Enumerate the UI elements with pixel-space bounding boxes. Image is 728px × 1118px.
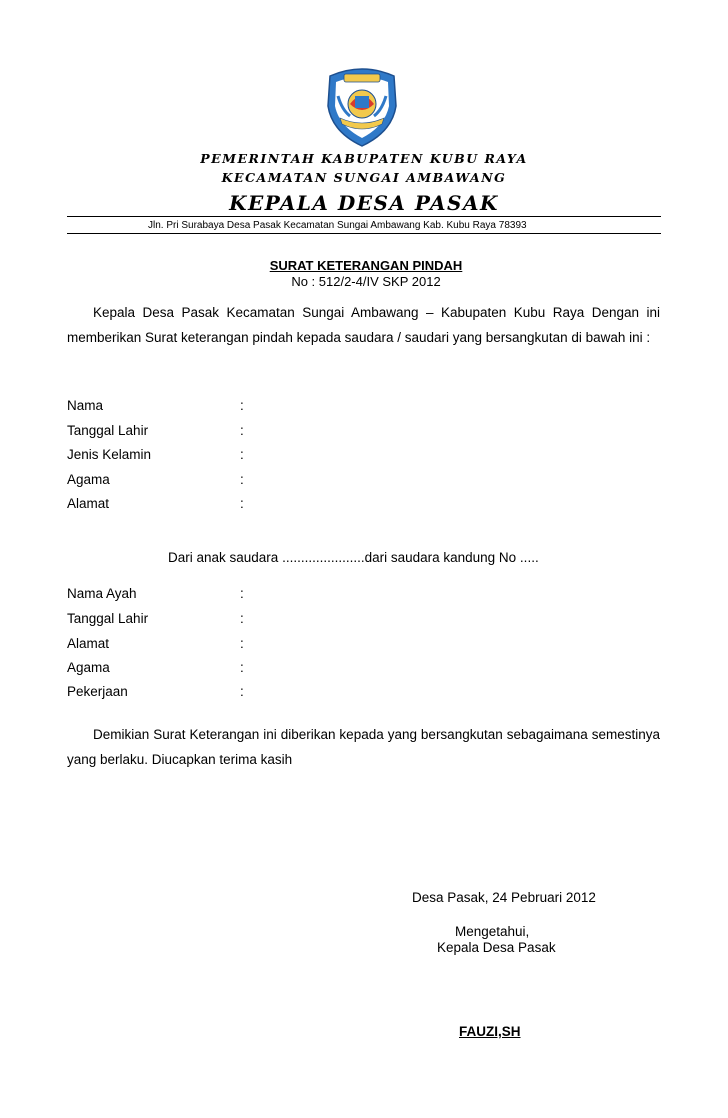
field-colon: :	[240, 496, 244, 511]
regency-emblem-icon	[322, 66, 402, 148]
signature-acknowledge: Mengetahui,	[455, 924, 530, 939]
header-divider-bottom	[67, 233, 661, 234]
field-colon: :	[240, 447, 244, 462]
field-label: Pekerjaan	[67, 684, 128, 699]
field-colon: :	[240, 660, 244, 675]
closing-paragraph: Demikian Surat Keterangan ini diberikan kepada yang bersangkutan sebagaimana semestinya yang berlaku. Diucapkan terima kasih	[67, 727, 660, 767]
field-colon: :	[240, 423, 244, 438]
field-label: Alamat	[67, 636, 110, 651]
field-colon: :	[240, 684, 244, 699]
field-colon: :	[240, 586, 244, 601]
field-label: Agama	[67, 660, 110, 675]
header-address: Jln. Pri Surabaya Desa Pasak Kecamatan Sungai Ambawang Kab. Kubu Raya 78393	[148, 220, 527, 231]
field-colon: :	[240, 611, 244, 626]
letter-number: No : 512/2-4/IV SKP 2012	[291, 274, 441, 289]
header-divider-top	[67, 216, 661, 217]
header-district: KECAMATAN SUNGAI AMBAWANG	[221, 170, 507, 185]
signature-position: Kepala Desa Pasak	[437, 940, 556, 955]
letter-title: SURAT KETERANGAN PINDAH	[269, 258, 463, 273]
field-label: Jenis Kelamin	[67, 447, 152, 462]
field-colon: :	[240, 636, 244, 651]
field-label: Tanggal Lahir	[67, 423, 149, 438]
field-colon: :	[240, 472, 244, 487]
field-label: Tanggal Lahir	[67, 611, 149, 626]
signature-name: FAUZI,SH	[459, 1024, 521, 1039]
field-label: Agama	[67, 472, 110, 487]
header-village-head: KEPALA DESA PASAK	[229, 191, 499, 215]
field-label: Alamat	[67, 496, 110, 511]
field-colon: :	[240, 398, 244, 413]
header-government: PEMERINTAH KABUPATEN KUBU RAYA	[200, 151, 528, 166]
intro-paragraph: Kepala Desa Pasak Kecamatan Sungai Ambawang – Kabupaten Kubu Raya Dengan ini memberikan Surat keterangan pindah kepada saudara / saudari yang bersangkutan di bawah ini :	[67, 305, 660, 345]
signature-place-date: Desa Pasak, 24 Pebruari 2012	[412, 890, 596, 905]
relation-line: Dari anak saudara ......................dari saudara kandung No .....	[168, 550, 539, 565]
field-label: Nama Ayah	[67, 586, 137, 601]
field-label: Nama	[67, 398, 104, 413]
